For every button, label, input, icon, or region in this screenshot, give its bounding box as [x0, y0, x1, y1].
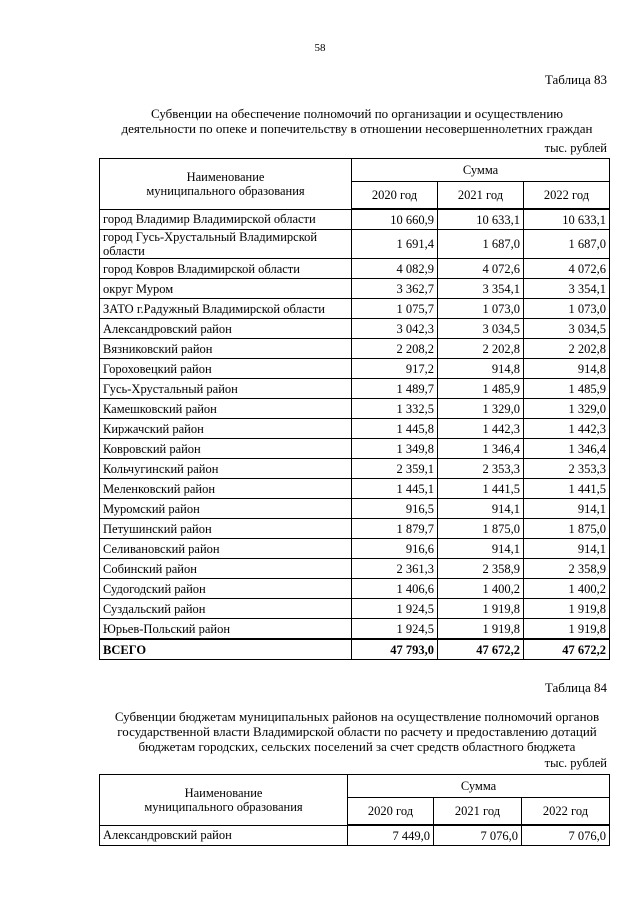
municipality-name: город Гусь-Хрустальный Владимирской области	[100, 230, 352, 259]
amount-2022: 1 442,3	[524, 419, 610, 439]
amount-2022: 1 485,9	[524, 379, 610, 399]
amount-2022: 1 400,2	[524, 579, 610, 599]
amount-2022: 1 329,0	[524, 399, 610, 419]
amount-2020: 1 924,5	[352, 619, 438, 640]
table-84-unit: тыс. рублей	[544, 756, 607, 770]
col-header-year: 2022 год	[522, 798, 610, 826]
table-row	[100, 825, 610, 846]
amount-2022: 4 072,6	[524, 259, 610, 279]
amount-2021: 1 919,8	[438, 599, 524, 619]
amount-2021: 2 353,3	[438, 459, 524, 479]
amount-2021: 3 034,5	[438, 319, 524, 339]
table-row	[100, 599, 610, 619]
amount-2021: 3 354,1	[438, 279, 524, 299]
amount-2022: 3 034,5	[524, 319, 610, 339]
table-row	[100, 279, 610, 299]
municipality-name: Суздальский район	[100, 599, 352, 619]
municipality-name: город Ковров Владимирской области	[100, 259, 352, 279]
table-84-title-line1: Субвенции бюджетам муниципальных районов на осуществление полномочий органов	[114, 709, 600, 724]
table-total-row	[100, 639, 610, 660]
table-row	[100, 319, 610, 339]
col-header-name: Наименование муниципального образования	[100, 775, 348, 826]
amount-2022: 1 919,8	[524, 599, 610, 619]
municipality-name: Камешковский район	[100, 399, 352, 419]
municipality-name: Муромский район	[100, 499, 352, 519]
total-label: ВСЕГО	[100, 639, 352, 660]
amount-2022: 3 354,1	[524, 279, 610, 299]
table-row	[100, 619, 610, 640]
municipality-name: Гороховецкий район	[100, 359, 352, 379]
page-number: 58	[314, 42, 326, 54]
amount-2020: 1 445,1	[352, 479, 438, 499]
amount-2020: 2 361,3	[352, 559, 438, 579]
amount-2021: 1 441,5	[438, 479, 524, 499]
municipality-name: Юрьев-Польский район	[100, 619, 352, 640]
amount-2020: 4 082,9	[352, 259, 438, 279]
table-row	[100, 259, 610, 279]
amount-2022: 2 202,8	[524, 339, 610, 359]
amount-2022: 914,8	[524, 359, 610, 379]
municipality-name: Меленковский район	[100, 479, 352, 499]
table-row	[100, 539, 610, 559]
amount-2021: 1 329,0	[438, 399, 524, 419]
table-row	[100, 230, 610, 259]
table-84-label: Таблица 84	[544, 680, 607, 695]
amount-2020: 1 489,7	[352, 379, 438, 399]
amount-2021: 1 073,0	[438, 299, 524, 319]
amount-2022: 1 441,5	[524, 479, 610, 499]
table-84	[99, 774, 610, 846]
amount-2020: 1 691,4	[352, 230, 438, 259]
table-row	[100, 209, 610, 230]
amount-2020: 917,2	[352, 359, 438, 379]
table-row	[100, 359, 610, 379]
amount-2021: 1 919,8	[438, 619, 524, 640]
table-84-title	[92, 709, 622, 754]
municipality-name: город Владимир Владимирской области	[100, 209, 352, 230]
total-value: 47 672,2	[524, 639, 610, 660]
amount-2020: 1 924,5	[352, 599, 438, 619]
table-84-title-line3: бюджетам городских, сельских поселений за счет средств областного бюджета	[138, 739, 576, 754]
amount-2022: 914,1	[524, 539, 610, 559]
amount-2020: 916,5	[352, 499, 438, 519]
municipality-name: Гусь-Хрустальный район	[100, 379, 352, 399]
col-header-sum: Сумма	[352, 159, 610, 182]
table-83	[99, 158, 610, 660]
table-row	[100, 419, 610, 439]
table-row	[100, 379, 610, 399]
table-row	[100, 339, 610, 359]
total-value: 47 672,2	[438, 639, 524, 660]
amount-2020: 1 332,5	[352, 399, 438, 419]
amount-2020: 2 208,2	[352, 339, 438, 359]
amount-2020: 1 349,8	[352, 439, 438, 459]
table-84-title-line2: государственной власти Владимирской области по расчету и предоставлению дотаций	[117, 724, 597, 739]
amount-2021: 10 633,1	[438, 209, 524, 230]
table-row	[100, 299, 610, 319]
amount-2020: 3 362,7	[352, 279, 438, 299]
amount-2021: 1 485,9	[438, 379, 524, 399]
municipality-name: Вязниковский район	[100, 339, 352, 359]
amount-2021: 1 687,0	[438, 230, 524, 259]
col-header-year: 2022 год	[524, 182, 610, 210]
municipality-name: Ковровский район	[100, 439, 352, 459]
amount-2021: 4 072,6	[438, 259, 524, 279]
amount-2020: 1 075,7	[352, 299, 438, 319]
municipality-name: Собинский район	[100, 559, 352, 579]
table-row	[100, 499, 610, 519]
amount-2022: 7 076,0	[522, 825, 610, 846]
table-row	[100, 579, 610, 599]
amount-2021: 914,8	[438, 359, 524, 379]
amount-2021: 1 346,4	[438, 439, 524, 459]
municipality-name: Киржачский район	[100, 419, 352, 439]
amount-2020: 916,6	[352, 539, 438, 559]
amount-2020: 1 445,8	[352, 419, 438, 439]
amount-2022: 1 073,0	[524, 299, 610, 319]
table-row	[100, 459, 610, 479]
amount-2020: 1 406,6	[352, 579, 438, 599]
col-header-year: 2021 год	[438, 182, 524, 210]
amount-2022: 1 919,8	[524, 619, 610, 640]
municipality-name: Селивановский район	[100, 539, 352, 559]
amount-2021: 1 442,3	[438, 419, 524, 439]
amount-2020: 10 660,9	[352, 209, 438, 230]
table-83-label: Таблица 83	[544, 72, 607, 87]
table-row	[100, 559, 610, 579]
municipality-name: Кольчугинский район	[100, 459, 352, 479]
total-value: 47 793,0	[352, 639, 438, 660]
amount-2020: 1 879,7	[352, 519, 438, 539]
col-header-year: 2020 год	[348, 798, 434, 826]
municipality-name: Александровский район	[100, 825, 348, 846]
table-row	[100, 439, 610, 459]
municipality-name: ЗАТО г.Радужный Владимирской области	[100, 299, 352, 319]
col-header-year: 2020 год	[352, 182, 438, 210]
amount-2022: 914,1	[524, 499, 610, 519]
col-header-sum: Сумма	[348, 775, 610, 798]
amount-2021: 2 358,9	[438, 559, 524, 579]
table-row	[100, 479, 610, 499]
col-header-year: 2021 год	[434, 798, 522, 826]
amount-2021: 1 875,0	[438, 519, 524, 539]
amount-2022: 1 687,0	[524, 230, 610, 259]
table-83-unit: тыс. рублей	[544, 141, 607, 155]
municipality-name: Александровский район	[100, 319, 352, 339]
amount-2021: 2 202,8	[438, 339, 524, 359]
amount-2021: 914,1	[438, 539, 524, 559]
amount-2021: 1 400,2	[438, 579, 524, 599]
municipality-name: округ Муром	[100, 279, 352, 299]
table-83-title-line2: деятельности по опеке и попечительству в отношении несовершеннолетних граждан	[121, 121, 593, 136]
amount-2021: 7 076,0	[434, 825, 522, 846]
table-row	[100, 399, 610, 419]
amount-2020: 2 359,1	[352, 459, 438, 479]
amount-2022: 1 346,4	[524, 439, 610, 459]
municipality-name: Судогодский район	[100, 579, 352, 599]
amount-2020: 3 042,3	[352, 319, 438, 339]
table-83-title	[92, 106, 622, 136]
municipality-name: Петушинский район	[100, 519, 352, 539]
amount-2020: 7 449,0	[348, 825, 434, 846]
amount-2022: 2 358,9	[524, 559, 610, 579]
table-83-title-line1: Субвенции на обеспечение полномочий по организации и осуществлению	[151, 106, 563, 121]
col-header-name: Наименование муниципального образования	[100, 159, 352, 210]
amount-2021: 914,1	[438, 499, 524, 519]
table-row	[100, 519, 610, 539]
amount-2022: 10 633,1	[524, 209, 610, 230]
amount-2022: 1 875,0	[524, 519, 610, 539]
amount-2022: 2 353,3	[524, 459, 610, 479]
